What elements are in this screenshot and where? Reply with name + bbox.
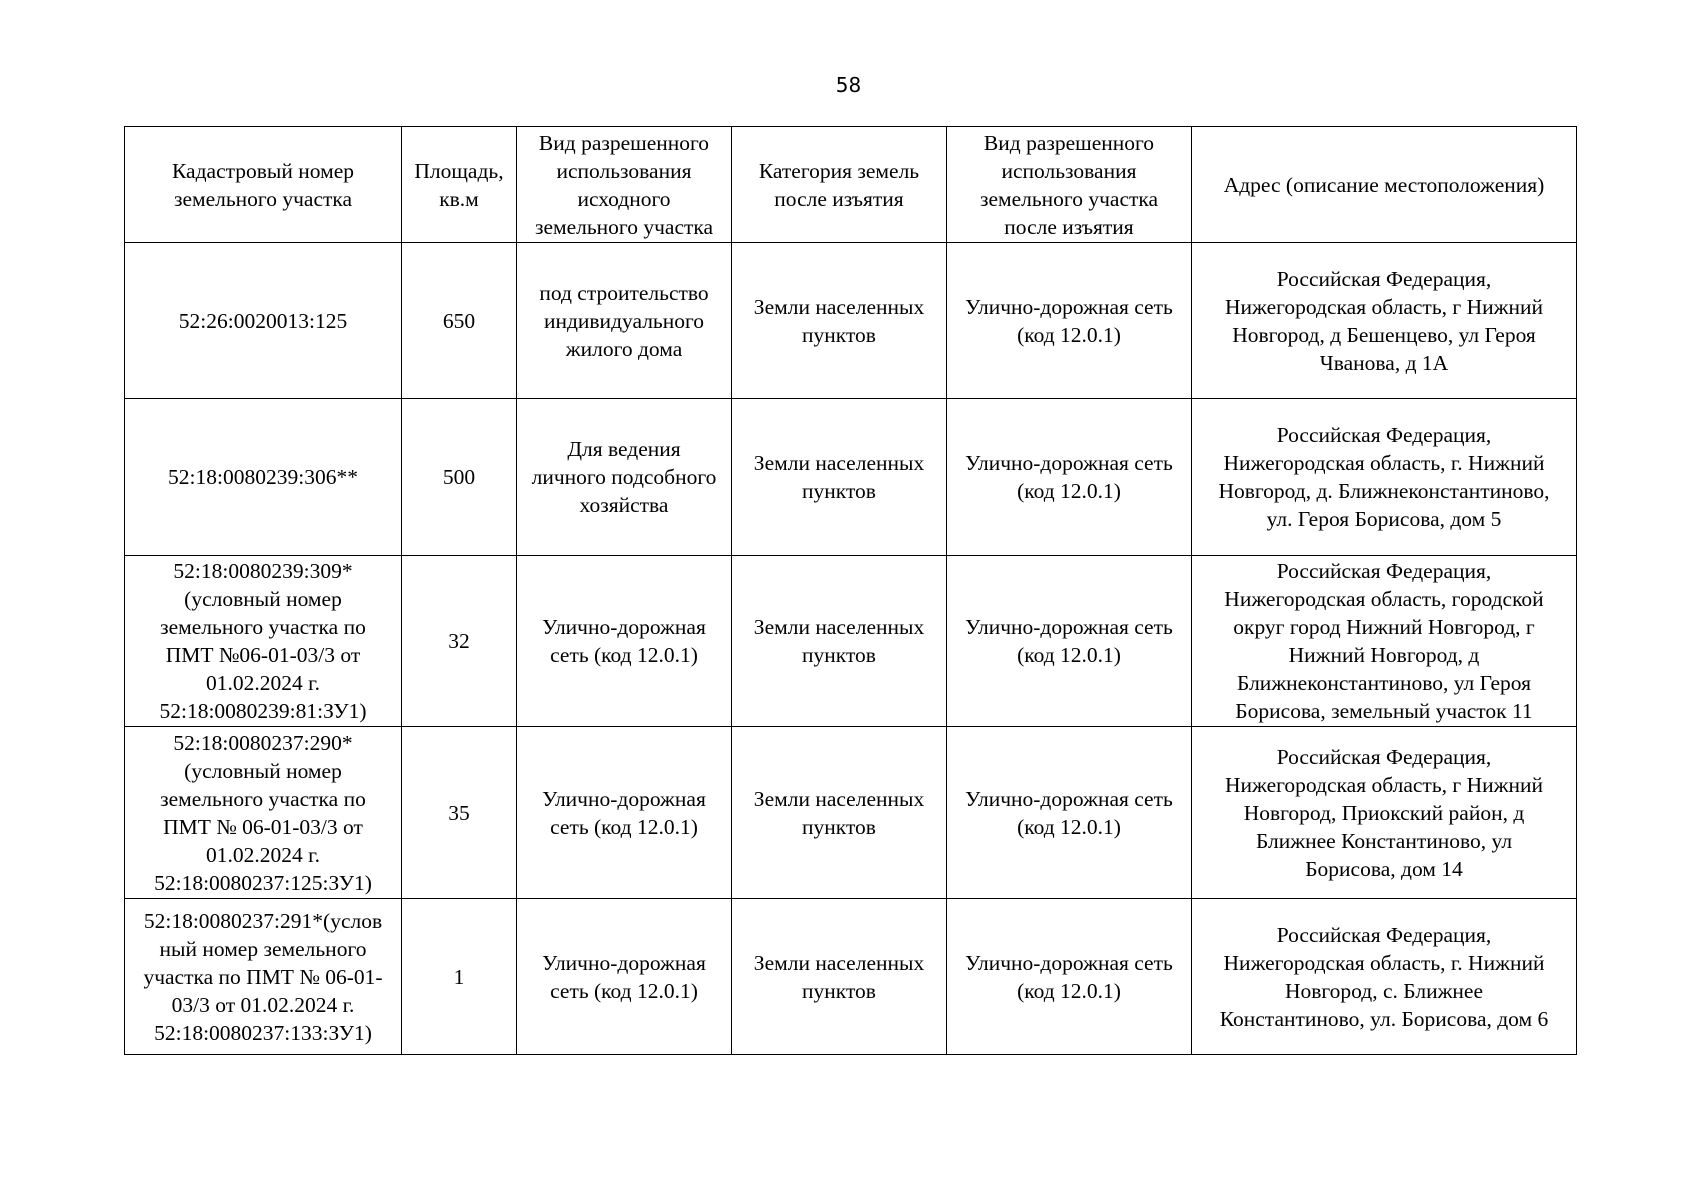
cell-permitted-use-after: Улично-дорожная сеть (код 12.0.1) [947,399,1192,556]
cell-address: Российская Федерация, Нижегородская область, г. Нижний Новгород, с. Ближнее Константиново, ул. Борисова, дом 6 [1192,899,1577,1055]
cell-original-permitted-use: Улично-дорожная сеть (код 12.0.1) [517,727,732,899]
table-row [125,899,1577,1055]
table-row [125,243,1577,399]
table-row [125,399,1577,556]
cell-address: Российская Федерация, Нижегородская область, г. Нижний Новгород, д. Ближнеконстантиново, ул. Героя Борисова, дом 5 [1192,399,1577,556]
cell-land-category: Земли населенных пунктов [732,899,947,1055]
cell-permitted-use-after: Улично-дорожная сеть (код 12.0.1) [947,899,1192,1055]
cell-address: Российская Федерация, Нижегородская область, г Нижний Новгород, Приокский район, д Ближнее Константиново, ул Борисова, дом 14 [1192,727,1577,899]
cell-original-permitted-use: под строительство индивидуального жилого дома [517,243,732,399]
cell-land-category: Земли населенных пунктов [732,243,947,399]
header-original-permitted-use: Вид разрешенного использования исходного земельного участка [517,127,732,243]
table-row [125,556,1577,727]
cell-land-category: Земли населенных пунктов [732,556,947,727]
cell-area: 32 [402,556,517,727]
header-address: Адрес (описание местоположения) [1192,127,1577,243]
cell-original-permitted-use: Улично-дорожная сеть (код 12.0.1) [517,899,732,1055]
cell-cadastral-number: 52:26:0020013:125 [125,243,402,399]
cell-original-permitted-use: Улично-дорожная сеть (код 12.0.1) [517,556,732,727]
table-header-row [125,127,1577,243]
cell-cadastral-number: 52:18:0080237:291*(услов ный номер земельного участка по ПМТ № 06-01- 03/3 от 01.02.2024 г. 52:18:0080237:133:ЗУ1) [125,899,402,1055]
cell-land-category: Земли населенных пунктов [732,727,947,899]
cell-area: 500 [402,399,517,556]
cell-area: 1 [402,899,517,1055]
header-permitted-use-after: Вид разрешенного использования земельного участка после изъятия [947,127,1192,243]
header-cadastral-number: Кадастровый номер земельного участка [125,127,402,243]
cell-cadastral-number: 52:18:0080239:309* (условный номер земельного участка по ПМТ №06-01-03/3 от 01.02.2024 г. 52:18:0080239:81:ЗУ1) [125,556,402,727]
cell-permitted-use-after: Улично-дорожная сеть (код 12.0.1) [947,556,1192,727]
header-land-category: Категория земель после изъятия [732,127,947,243]
page-number: 58 [835,73,862,97]
cell-cadastral-number: 52:18:0080237:290* (условный номер земельного участка по ПМТ № 06-01-03/3 от 01.02.2024 г. 52:18:0080237:125:ЗУ1) [125,727,402,899]
cell-permitted-use-after: Улично-дорожная сеть (код 12.0.1) [947,243,1192,399]
cell-permitted-use-after: Улично-дорожная сеть (код 12.0.1) [947,727,1192,899]
cell-address: Российская Федерация, Нижегородская область, г Нижний Новгород, д Бешенцево, ул Героя Чванова, д 1А [1192,243,1577,399]
cell-land-category: Земли населенных пунктов [732,399,947,556]
cell-cadastral-number: 52:18:0080239:306** [125,399,402,556]
cell-area: 650 [402,243,517,399]
header-area: Площадь, кв.м [402,127,517,243]
land-plots-table [124,126,1577,1055]
table-row [125,727,1577,899]
cell-address: Российская Федерация, Нижегородская область, городской округ город Нижний Новгород, г Нижний Новгород, д Ближнеконстантиново, ул Героя Борисова, земельный участок 11 [1192,556,1577,727]
cell-area: 35 [402,727,517,899]
cell-original-permitted-use: Для ведения личного подсобного хозяйства [517,399,732,556]
